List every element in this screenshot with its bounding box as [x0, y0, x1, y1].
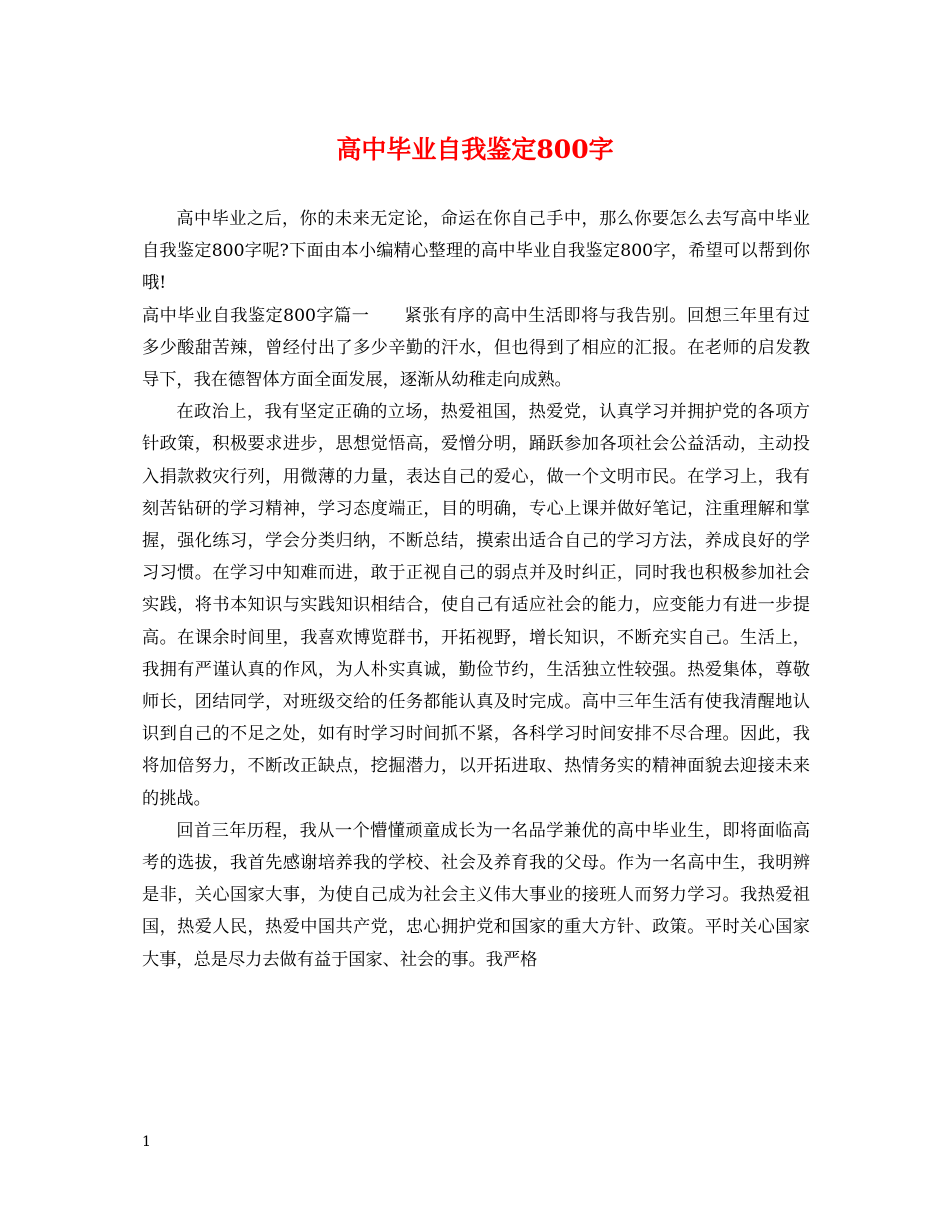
- page-number: 1: [142, 1134, 151, 1150]
- paragraph-politics-study: 在政治上，我有坚定正确的立场，热爱祖国，热爱党，认真学习并拥护党的各项方针政策，积极要求进步，思想觉悟高，爱憎分明，踊跃参加各项社会公益活动，主动投入捐款救灾行列，用微薄的力量，表达自己的爱心，做一个文明市民。在学习上，我有刻苦钻研的学习精神，学习态度端正，目的明确，专心上课并做好笔记，注重理解和掌握，强化练习，学会分类归纳，不断总结，摸索出适合自己的学习方法，养成良好的学习习惯。在学习中知难而进，敢于正视自己的弱点并及时纠正，同时我也积极参加社会实践，将书本知识与实践知识相结合，使自己有适应社会的能力，应变能力有进一步提高。在课余时间里，我喜欢博览群书，开拓视野，增长知识，不断充实自己。生活上，我拥有严谨认真的作风，为人朴实真诚，勤俭节约，生活独立性较强。热爱集体，尊敬师长，团结同学，对班级交给的任务都能认真及时完成。高中三年生活有使我清醒地认识到自己的不足之处，如有时学习时间抓不紧，各科学习时间安排不尽合理。因此，我将加倍努力，不断改正缺点，挖掘潜力，以开拓进取、热情务实的精神面貌去迎接未来的挑战。: [142, 402, 810, 809]
- paragraph-intro: 高中毕业之后，你的未来无定论，命运在你自己手中，那么你要怎么去写高中毕业自我鉴定800字呢?下面由本小编精心整理的高中毕业自我鉴定800字，希望可以帮到你哦!: [142, 209, 810, 294]
- document-title: 高中毕业自我鉴定800字: [336, 135, 614, 164]
- document-body: [142, 203, 810, 976]
- paragraph-section-one: 高中毕业自我鉴定800字篇一 紧张有序的高中生活即将与我告别。回想三年里有过多少酸甜苦辣，曾经付出了多少辛勤的汗水，但也得到了相应的汇报。在老师的启发教导下，我在德智体方面全面发展，逐渐从幼稚走向成熟。: [142, 305, 810, 391]
- paragraph-review: 回首三年历程，我从一个懵懂顽童成长为一名品学兼优的高中毕业生，即将面临高考的选拔，我首先感谢培养我的学校、社会及养育我的父母。作为一名高中生，我明辨是非，关心国家大事，为使自己成为社会主义伟大事业的接班人而努力学习。我热爱祖国，热爱人民，热爱中国共产党，忠心拥护党和国家的重大方针、政策。平时关心国家大事，总是尽力去做有益于国家、社会的事。我严格: [142, 820, 810, 970]
